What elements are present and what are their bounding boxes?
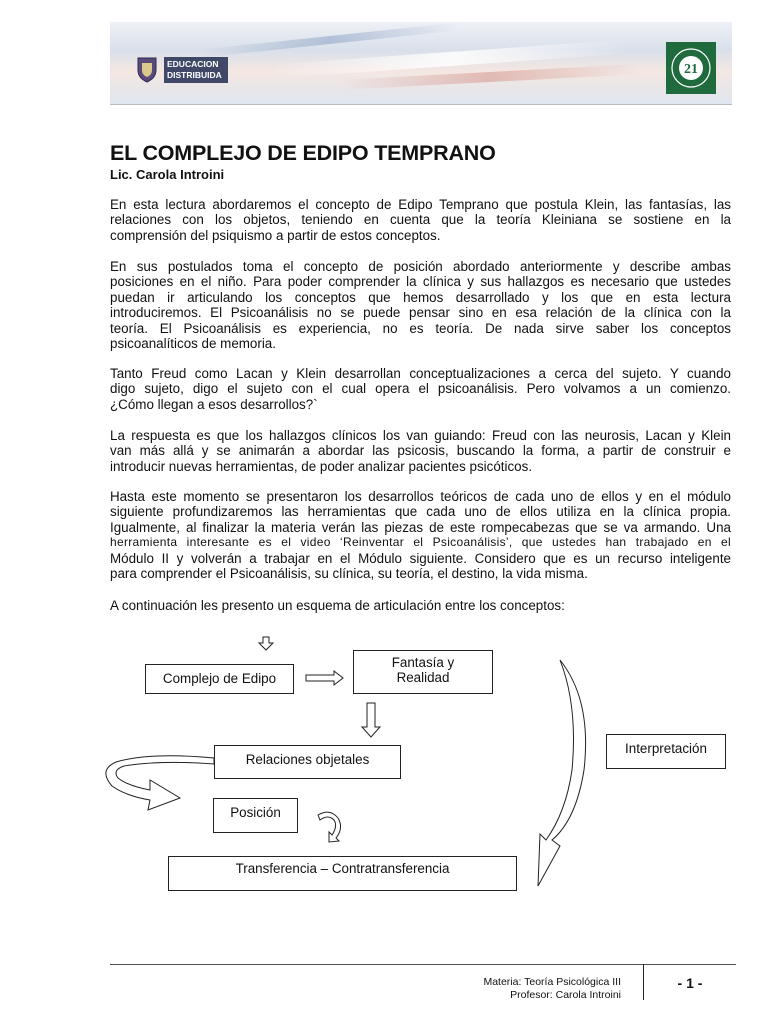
- box-label: Posición: [230, 805, 281, 820]
- text-line: Hasta este momento se presentaron los desarrollos teóricos de cada uno de ellos y en el módulo: [110, 489, 731, 504]
- curved-arrow-icon: [318, 812, 341, 842]
- text-line: posiciones en el niño. Para poder comprender la clínica y sus hallazgos es necesario que ustedes: [110, 274, 731, 290]
- text-line: A continuación les presento un esquema de articulación entre los conceptos:: [110, 598, 565, 613]
- ue21-logo-number: 21: [684, 62, 698, 77]
- right-arrow-icon: [306, 671, 343, 685]
- curved-arrow-icon: [106, 756, 214, 810]
- page-number: - 1 -: [677, 975, 703, 991]
- text-line: La respuesta es que los hallazgos clínicos los van guiando: Freud con las neurosis, Lacan y Klein: [110, 428, 731, 443]
- box-fantasia-realidad: [353, 650, 493, 694]
- badge-line: EDUCACION: [167, 59, 219, 69]
- box-label: Fantasía y: [391, 655, 455, 670]
- box-label: Interpretación: [625, 741, 707, 756]
- box-label: Complejo de Edipo: [162, 671, 277, 686]
- text-line: ¿Cómo llegan a esos desarrollos?`: [110, 396, 318, 412]
- text-line: Módulo II y volverán a trabajar en el Módulo siguiente. Considero que es un recurso inteligente: [110, 550, 731, 566]
- text-line: van más allá y se animarán a abordar las psicosis, buscando la forma, a partir de construir e: [110, 443, 731, 459]
- text-line: En esta lectura abordaremos el concepto de Edipo Temprano que postula Klein, las fantasías, las: [110, 197, 731, 212]
- down-arrow-icon: [362, 703, 380, 737]
- text-line: teoría. El Psicoanálisis es experiencia, no es teoría. De nada sirve saber los conceptos: [110, 320, 731, 336]
- document-title: EL COMPLEJO DE EDIPO TEMPRANO: [110, 141, 496, 165]
- footer-materia: Materia: Teoría Psicológica III: [483, 976, 621, 988]
- text-line: Igualmente, al finalizar la materia verán las piezas de este rompecabezas que se va armando. Una: [110, 519, 731, 535]
- box-relaciones-objetales: [214, 745, 401, 779]
- box-label: Realidad: [396, 670, 450, 685]
- box-interpretacion: [606, 734, 726, 769]
- document-author: Lic. Carola Introini: [110, 167, 225, 182]
- text-line: comprensión del psiquismo a partir de estos conceptos.: [110, 227, 441, 243]
- box-posicion: [213, 798, 298, 833]
- box-complejo-de-edipo: [145, 664, 294, 694]
- box-label: Relaciones objetales: [245, 752, 370, 767]
- text-line: puedan ir articulando los conceptos que hemos desarrollado y los que en esta lectura: [110, 289, 731, 305]
- text-line: introducir nuevas herramientas, de poder analizar pacientes psicóticos.: [110, 458, 533, 474]
- badge-line: DISTRIBUIDA: [167, 70, 222, 80]
- down-arrow-icon: [259, 637, 273, 650]
- text-line: digo sujeto, digo el sujeto con el cual opera el psicoanálisis. Pero volvamos a un comienzo.: [110, 381, 731, 397]
- footer-separator: [643, 964, 644, 1000]
- text-line: Tanto Freud como Lacan y Klein desarrollan conceptualizaciones a cerca del sujeto. Y cuando: [110, 366, 731, 381]
- text-line: psicoanalíticos de memoria.: [110, 336, 276, 352]
- footer-profesor: Profesor: Carola Introini: [510, 988, 621, 1001]
- text-line: herramienta interesante es el video ‘Reinventar el Psicoanálisis’, que ustedes han trabajado en el: [110, 535, 731, 550]
- box-transferencia: [168, 856, 517, 891]
- text-line: relaciones con los objetos, teniendo en cuenta que la teoría Kleiniana se sostiene en la: [110, 212, 731, 228]
- curved-arrow-icon: [538, 660, 586, 886]
- text-line: para comprender el Psicoanálisis, su clínica, su teoría, el destino, la vida misma.: [110, 566, 588, 582]
- text-line: siguiente profundizaremos las herramientas que cada uno de ellos utiliza en la clínica propia.: [110, 504, 731, 520]
- footer-info: [440, 976, 621, 1001]
- box-label: Transferencia – Contratransferencia: [235, 861, 450, 876]
- text-line: introduciremos. El Psicoanálisis no se puede pensar sino en esa relación de la clínica con la: [110, 305, 731, 321]
- text-line: En sus postulados toma el concepto de posición abordado anteriormente y describe ambas: [110, 259, 731, 274]
